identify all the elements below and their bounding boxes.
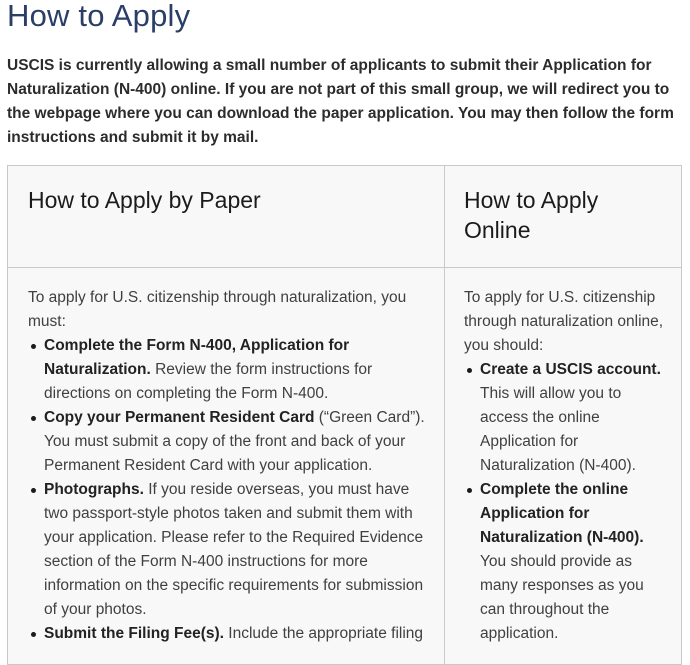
apply-methods-table [7, 165, 682, 665]
page-title: How to Apply [7, 0, 191, 33]
step-title: Photographs. [44, 481, 144, 498]
step-text: This will allow you to access the online Application for Naturalization (N-400). [480, 385, 636, 474]
online-column-content [464, 286, 664, 646]
column-divider [444, 166, 445, 664]
paper-column-content [28, 286, 428, 646]
step-title: Copy your Permanent Resident Card [44, 409, 315, 426]
intro-paragraph: USCIS is currently allowing a small number of applicants to submit their Application for Naturalization (N-400) online. If you are not part of this small group, we will redirect you to the webpage where you can download the paper application. You may then follow the form instructions and submit it by mail. [7, 57, 674, 146]
paper-lead-text: To apply for U.S. citizenship through naturalization, you must: [28, 289, 407, 330]
step-text: Include the appropriate filing [223, 625, 424, 642]
step-title: Complete the online Application for Naturalization (N-400). [480, 481, 644, 546]
online-steps-list [464, 358, 664, 646]
header-divider [8, 267, 681, 268]
paper-column-heading: How to Apply by Paper [28, 187, 261, 213]
list-item [44, 406, 428, 478]
online-lead-text: To apply for U.S. citizenship through naturalization online, you should: [464, 289, 664, 354]
online-column-heading: How to Apply Online [464, 187, 599, 243]
step-text: If you reside overseas, you must have two passport-style photos taken and submit them with your application. Please refer to the Required Evidence section of the Form N-400 instructions for more information on the specific requirements for submission of your photos. [44, 481, 424, 618]
list-item [44, 334, 428, 406]
step-text: You should provide as many responses as you can throughout the application. [480, 553, 644, 642]
step-title: Submit the Filing Fee(s). [44, 625, 224, 642]
paper-steps-list [28, 334, 428, 646]
step-title: Create a USCIS account. [480, 361, 661, 378]
list-item [480, 358, 664, 478]
step-text: Review the form instructions for directions on completing the Form N-400. [44, 361, 373, 402]
step-title: Complete the Form N-400, Application for Naturalization. [44, 337, 350, 378]
list-item [44, 622, 428, 646]
list-item [480, 478, 664, 646]
list-item [44, 478, 428, 622]
step-text: (“Green Card”). You must submit a copy of the front and back of your Permanent Resident Card with your application. [44, 409, 425, 474]
